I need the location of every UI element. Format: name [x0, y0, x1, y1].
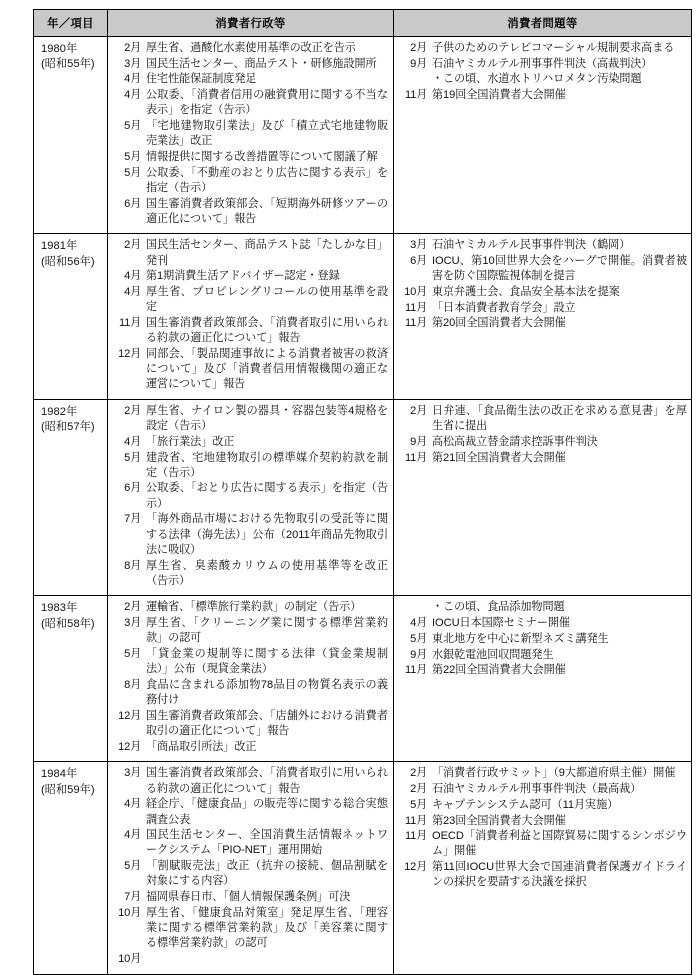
event-month: 12月 — [118, 709, 141, 722]
event-month: 10月 — [118, 952, 141, 965]
event-text: 公取委、「おとり広告に関する表示」を指定（告示） — [146, 482, 388, 510]
event-text: 国民生活センター、商品テスト・研修施設開所 — [146, 57, 377, 70]
event-month: 2月 — [124, 404, 141, 417]
consumer-issues-cell — [394, 762, 692, 974]
consumer-issues-cell — [394, 234, 692, 400]
event-text: 国民生活センター、商品テスト誌「たしかな目」発刊 — [146, 239, 388, 267]
event-month: 11月 — [404, 89, 427, 102]
event-month: 5月 — [124, 166, 141, 179]
table-row — [34, 399, 692, 595]
event-item — [112, 647, 389, 677]
event-month: 5月 — [410, 632, 427, 645]
event-month: 2月 — [410, 767, 427, 780]
event-month: 2月 — [124, 601, 141, 614]
event-month: 5月 — [124, 120, 141, 133]
event-item — [112, 197, 389, 227]
event-list — [112, 41, 389, 227]
event-month: 5月 — [124, 150, 141, 163]
year-western: 1981年 — [41, 240, 78, 253]
event-item — [398, 814, 687, 829]
event-month: 5月 — [124, 860, 141, 873]
event-list — [398, 404, 687, 466]
event-item — [112, 740, 389, 755]
event-month: 2月 — [124, 42, 141, 54]
event-text: 国民生活センター、全国消費生活情報ネットワークシステム「PIO-NET」運用開始 — [146, 829, 388, 857]
event-month: 10月 — [118, 906, 141, 919]
event-item — [398, 254, 687, 284]
event-text: 運輸省、「標準旅行業約款」の制定（告示） — [146, 601, 362, 614]
event-item — [398, 782, 687, 797]
event-text: 国生審消費者政策部会、「店舗外における消費者取引の適正化について」報告 — [146, 709, 388, 738]
table-row — [34, 762, 692, 974]
consumer-administration-cell — [108, 37, 394, 234]
event-text: 厚生省、「クリーニング業に関する標準営業約款」の認可 — [146, 617, 388, 645]
event-text: 「割賦販売法」改正（抗弁の接続、個品割賦を対象にする内容） — [146, 860, 388, 888]
year-western: 1980年 — [41, 43, 78, 55]
event-item — [112, 600, 389, 615]
event-month: 11月 — [404, 301, 427, 314]
event-month: 8月 — [124, 559, 141, 572]
event-text: 水銀乾電池回収問題発生 — [432, 648, 554, 661]
event-item — [398, 766, 687, 781]
event-list — [398, 600, 687, 678]
event-item — [398, 238, 687, 253]
header-row — [34, 10, 692, 37]
event-month: 11月 — [404, 830, 427, 843]
event-month: 4月 — [124, 270, 141, 283]
event-item — [112, 859, 389, 889]
event-item — [398, 632, 687, 647]
event-text: IOCU、第10回世界大会をハーグで開催。消費者被害を防ぐ国際監視体制を提言 — [432, 255, 687, 283]
event-text: 第11回IOCU世界大会で国連消費者保護ガイドラインの採択を要請する決議を採択 — [432, 861, 687, 889]
event-month: 11月 — [118, 316, 141, 329]
event-item — [112, 150, 389, 165]
consumer-issues-cell — [394, 399, 692, 595]
event-text: 厚生省、「健康食品対策室」発足厚生省、「理容業に関する標準営業約款」及び「美容業に関する標準営業約款」の認可 — [146, 906, 388, 950]
event-item — [398, 435, 687, 450]
event-month: 4月 — [124, 73, 141, 86]
event-item — [398, 88, 687, 103]
event-text: IOCU日本国際セミナー開催 — [432, 617, 570, 630]
event-text: 高松高裁立替金請求控訴事件判決 — [432, 435, 598, 448]
year-western: 1983年 — [41, 602, 78, 615]
event-month: 3月 — [410, 239, 427, 252]
event-text: 住宅性能保証制度発足 — [146, 73, 257, 86]
event-text: 情報提供に関する改善措置等について閣議了解 — [146, 150, 378, 163]
event-list — [112, 404, 389, 589]
event-month: 7月 — [124, 891, 141, 904]
event-text: 第1期消費生活アドバイザー認定・登録 — [146, 270, 340, 283]
event-text: 「商品取引所法」改正 — [146, 740, 257, 753]
event-item — [398, 798, 687, 813]
year-cell — [34, 762, 108, 974]
event-text: 食品に含まれる添加物78品目の物質名表示の義務付け — [146, 678, 388, 707]
year-japanese-era: (昭和59年) — [41, 783, 95, 796]
event-month: 2月 — [410, 783, 427, 796]
event-text: ・この頃、食品添加物問題 — [432, 601, 565, 614]
event-text: 「旅行業法」改正 — [146, 435, 235, 448]
event-list — [112, 600, 389, 755]
event-month: 5月 — [124, 451, 141, 464]
event-month: 4月 — [410, 617, 427, 630]
event-item — [112, 166, 389, 196]
event-month: 9月 — [410, 648, 427, 661]
event-text: 「海外商品市場における先物取引の受託等に関する法律（海先法）」公布（2011年商品先物取引法に吸収） — [146, 513, 388, 556]
column-header-consumer-issues: 消費者問題等 — [394, 10, 692, 37]
event-month: 9月 — [410, 57, 427, 70]
event-item — [112, 72, 389, 87]
event-item — [398, 616, 687, 631]
table-row — [34, 37, 692, 234]
event-item — [112, 57, 389, 72]
event-month: 11月 — [404, 451, 427, 464]
year-western: 1982年 — [41, 405, 78, 418]
event-item — [112, 404, 389, 434]
table-header — [34, 10, 692, 37]
event-month: 10月 — [404, 286, 427, 299]
year-cell — [34, 234, 108, 400]
event-month: 12月 — [404, 861, 427, 874]
event-month: 11月 — [404, 664, 427, 677]
event-item — [398, 41, 687, 56]
event-list — [398, 238, 687, 331]
event-item — [398, 316, 687, 331]
year-japanese-era: (昭和56年) — [41, 255, 95, 268]
event-text: 国生審消費者政策部会、「消費者取引に用いられる約款の適正化について」報告 — [146, 316, 388, 345]
event-item — [398, 600, 687, 615]
event-month: 6月 — [124, 197, 141, 210]
year-japanese-era: (昭和57年) — [41, 421, 95, 434]
year-cell — [34, 399, 108, 595]
event-item — [112, 766, 389, 796]
event-item — [112, 512, 389, 558]
event-month: 9月 — [410, 435, 427, 448]
event-item — [112, 952, 389, 967]
event-list — [112, 766, 389, 967]
event-item — [112, 678, 389, 708]
event-text: 「貸金業の規制等に関する法律（貸金業規制法）」公布（現貸金業法） — [146, 648, 388, 676]
year-cell — [34, 37, 108, 234]
consumer-administration-cell — [108, 596, 394, 762]
year-japanese-era: (昭和58年) — [41, 617, 95, 630]
event-item — [112, 435, 389, 450]
event-item — [398, 829, 687, 859]
year-cell — [34, 596, 108, 762]
event-month: 6月 — [410, 255, 427, 268]
event-month: 3月 — [124, 57, 141, 70]
event-item — [398, 648, 687, 663]
year-japanese-era: (昭和55年) — [41, 58, 95, 71]
event-item — [112, 828, 389, 858]
event-item — [398, 663, 687, 678]
event-month: 2月 — [410, 404, 427, 417]
table-row — [34, 234, 692, 400]
event-month: 2月 — [124, 239, 141, 252]
event-item — [112, 906, 389, 952]
event-text: 第20回全国消費者大会開催 — [432, 317, 566, 330]
event-item — [112, 88, 389, 118]
event-text: 建設省、宅地建物取引の標準媒介契約約款を制定（告示） — [146, 451, 388, 479]
consumer-issues-cell — [394, 37, 692, 234]
event-text: 「消費者行政サミット」（9大都道府県主催）開催 — [432, 767, 676, 780]
event-item — [112, 41, 389, 56]
table-body — [34, 37, 692, 975]
event-text: 石油ヤミカルテル民事事件判決（鶴岡） — [432, 239, 631, 252]
event-item — [112, 559, 389, 589]
event-month: 8月 — [124, 678, 141, 691]
event-month: 2月 — [410, 42, 427, 54]
event-month: 12月 — [118, 740, 141, 753]
event-text: 国生審消費者政策部会、「短期海外研修ツアーの適正化について」報告 — [146, 197, 388, 225]
event-item — [112, 347, 389, 393]
event-item — [112, 709, 389, 739]
event-item — [398, 451, 687, 466]
event-text: 東京弁護士会、食品安全基本法を提案 — [432, 286, 620, 299]
event-item — [398, 860, 687, 890]
event-text: 同部会、「製品関連事故による消費者被害の救済について」及び「消費者信用情報機関の適正な運営について」報告 — [146, 347, 388, 391]
event-text: 石油ヤミカルテル刑事事件判決（高裁判決） — [432, 57, 653, 70]
event-item — [112, 797, 389, 827]
event-text: 福岡県春日市、「個人情報保護条例」可決 — [146, 891, 351, 904]
event-text: 東北地方を中心に新型ネズミ講発生 — [432, 632, 609, 645]
event-text: ・この頃、水道水トリハロメタン汚染問題 — [432, 73, 642, 86]
event-text: 「日本消費者教育学会」設立 — [432, 301, 576, 314]
event-month: 3月 — [124, 617, 141, 630]
event-item — [398, 404, 687, 434]
event-month: 4月 — [124, 435, 141, 448]
event-item — [112, 119, 389, 149]
consumer-issues-cell — [394, 596, 692, 762]
event-text: 国生審消費者政策部会、「消費者取引に用いられる約款の適正化について」報告 — [146, 767, 388, 795]
event-text: キャプテンシステム認可（11月実施） — [432, 798, 619, 811]
event-list — [398, 41, 687, 103]
event-text: 厚生省、過酸化水素使用基準の改正を告示 — [146, 42, 356, 54]
event-text: 第19回全国消費者大会開催 — [432, 89, 566, 102]
event-item — [112, 269, 389, 284]
event-item — [112, 285, 389, 315]
event-text: OECD「消費者利益と国際貿易に関するシンポジウム」開催 — [432, 830, 687, 858]
event-month: 11月 — [404, 317, 427, 330]
chronology-table — [33, 9, 692, 975]
event-text: 日弁連、「食品衛生法の改正を求める意見書」を厚生省に提出 — [432, 404, 687, 433]
event-month: 5月 — [124, 648, 141, 661]
event-item — [398, 72, 687, 87]
year-western: 1984年 — [41, 768, 78, 781]
event-text: 経企庁、「健康食品」の販売等に関する総合実態調査公表 — [146, 798, 388, 826]
event-text: 厚生省、ナイロン製の器具・容器包装等4規格を設定（告示） — [146, 404, 388, 433]
event-item — [398, 285, 687, 300]
event-text: 公取委、「不動産のおとり広告に関する表示」を指定（告示） — [146, 166, 388, 194]
event-month: 4月 — [124, 286, 141, 299]
event-list — [112, 238, 389, 392]
consumer-administration-cell — [108, 234, 394, 400]
event-text: 石油ヤミカルテル刑事事件判決（最高裁） — [432, 783, 642, 796]
event-text: 「宅地建物取引業法」及び「積立式宅地建物販売業法」改正 — [146, 120, 388, 148]
event-text: 第21回全国消費者大会開催 — [432, 451, 566, 464]
event-item — [112, 890, 389, 905]
event-list — [398, 766, 687, 890]
event-month: 12月 — [118, 347, 141, 360]
consumer-administration-cell — [108, 399, 394, 595]
column-header-year: 年／項目 — [34, 10, 108, 37]
event-month: 3月 — [124, 767, 141, 780]
event-item — [112, 616, 389, 646]
event-text: 第23回全国消費者大会開催 — [432, 814, 566, 827]
column-header-consumer-administration: 消費者行政等 — [108, 10, 394, 37]
event-item — [398, 57, 687, 72]
event-month: 7月 — [124, 513, 141, 526]
event-month: 4月 — [124, 89, 141, 102]
event-text: 厚生省、プロピレングリコールの使用基準を設定 — [146, 286, 388, 314]
event-item — [112, 238, 389, 268]
event-month: 11月 — [404, 814, 427, 827]
event-month: 6月 — [124, 482, 141, 495]
event-text: 厚生省、臭素酸カリウムの使用基準等を改正（告示） — [146, 559, 388, 587]
table-row — [34, 596, 692, 762]
event-month: 5月 — [410, 798, 427, 811]
event-item — [112, 316, 389, 346]
event-item — [398, 301, 687, 316]
event-text: 第22回全国消費者大会開催 — [432, 664, 566, 677]
consumer-administration-cell — [108, 762, 394, 974]
event-month: 4月 — [124, 798, 141, 811]
event-item — [112, 451, 389, 481]
event-item — [112, 481, 389, 511]
event-month: 4月 — [124, 829, 141, 842]
event-text: 公取委、「消費者信用の融資費用に関する不当な表示」を指定（告示） — [146, 89, 388, 117]
event-text: 子供のためのテレビコマーシャル規制要求高まる — [432, 42, 675, 54]
